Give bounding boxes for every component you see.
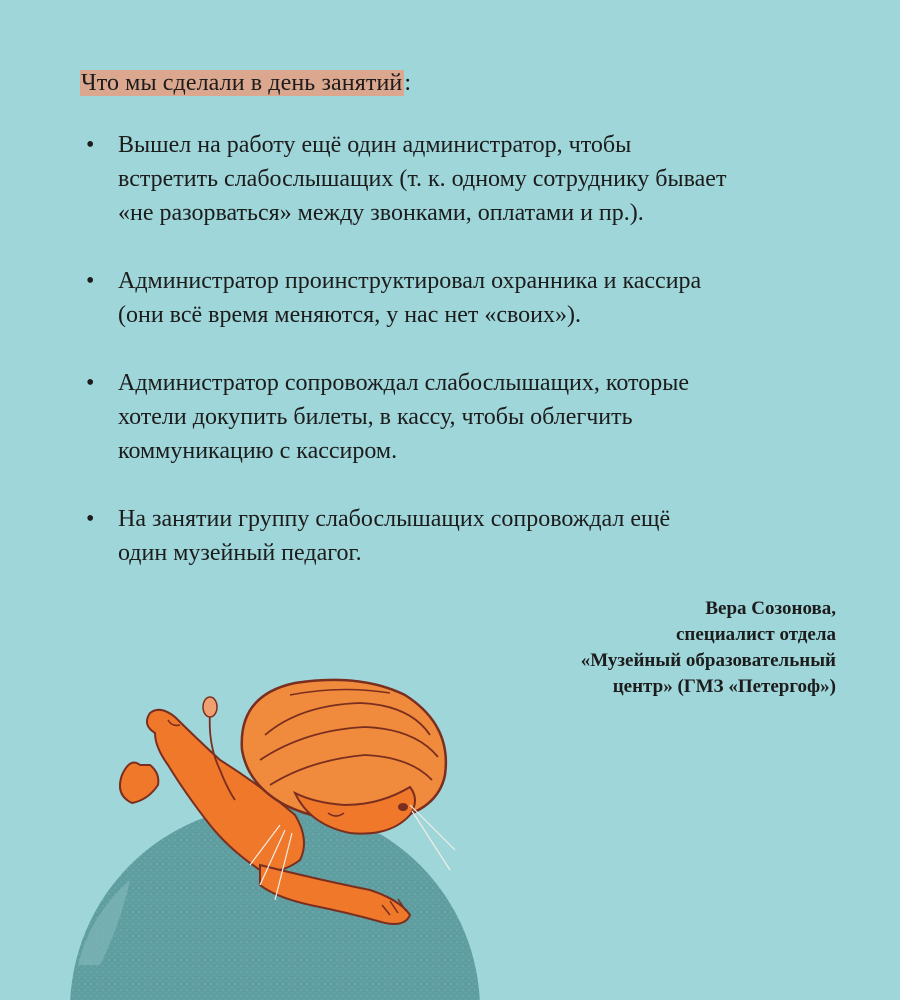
heading-colon: : [404, 70, 412, 96]
list-item-line: коммуникацию с кассиром. [118, 438, 398, 464]
signature-line: «Музейный образовательный [580, 650, 836, 671]
bullet-dot: • [86, 268, 95, 294]
signature-line: центр» (ГМЗ «Петергоф») [612, 676, 836, 697]
signature-line: специалист отдела [675, 624, 836, 645]
list-item-line: Вышел на работу ещё один администратор, чтобы [118, 132, 632, 158]
list-item [80, 264, 860, 332]
signature-line: Вера Созонова, [705, 598, 836, 619]
list-item-line: один музейный педагог. [118, 540, 362, 566]
bullet-dot: • [86, 506, 95, 532]
bullet-dot: • [86, 370, 95, 396]
list-item [80, 366, 860, 468]
list-item-line: (они всё время меняются, у нас нет «своих»). [118, 302, 581, 328]
section-heading [80, 68, 411, 98]
list-item [80, 128, 860, 230]
list-item-line: Администратор проинструктировал охранника и кассира [118, 268, 702, 294]
bullet-dot: • [86, 132, 95, 158]
list-item-line: встретить слабослышащих (т. к. одному сотруднику бывает [118, 166, 727, 192]
list-item-line: На занятии группу слабослышащих сопровождал ещё [118, 506, 671, 532]
snail-creature-on-globe-illustration [60, 665, 500, 1000]
list-item [80, 502, 860, 570]
author-signature [581, 596, 836, 700]
list-item-line: «не разорваться» между звонками, оплатами и пр.). [118, 200, 644, 226]
bullet-list [80, 128, 860, 604]
list-item-line: хотели докупить билеты, в кассу, чтобы облегчить [118, 404, 633, 430]
heading-highlight: Что мы сделали в день занятий [81, 70, 403, 96]
list-item-line: Администратор сопровождал слабослышащих, которые [118, 370, 689, 396]
